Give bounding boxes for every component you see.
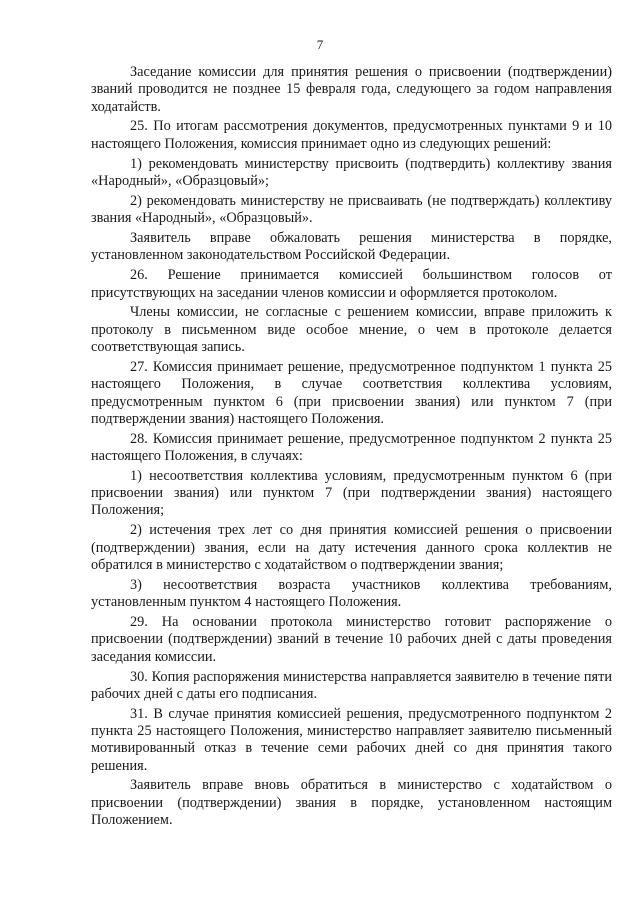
paragraph-25-item-1: 1) рекомендовать министерству присвоить (подтвердить) коллективу звания «Народный», «Образцовый»; bbox=[91, 155, 612, 189]
paragraph-28: 28. Комиссия принимает решение, предусмотренное подпунктом 2 пункта 25 настоящего Положения, в случаях: bbox=[91, 430, 612, 464]
paragraph-dissent: Члены комиссии, не согласные с решением комиссии, вправе приложить к протоколу в письменном виде особое мнение, о чем в протоколе делается соответствующая запись. bbox=[91, 304, 612, 356]
paragraph-25: 25. По итогам рассмотрения документов, предусмотренных пунктами 9 и 10 настоящего Положения, комиссия принимает одно из следующих решений: bbox=[91, 118, 612, 152]
paragraph-28-item-2: 2) истечения трех лет со дня принятия комиссией решения о присвоении (подтверждении) звания, если на дату истечения данного срока коллектив не обратился в министерство с ходатайством о подтверждении звания; bbox=[91, 522, 612, 573]
paragraph-meeting-deadline: Заседание комиссии для принятия решения о присвоении (подтверждении) званий проводится не позднее 15 февраля года, следующего за годом направления ходатайств. bbox=[91, 64, 612, 115]
paragraph-25-item-2: 2) рекомендовать министерству не присваивать (не подтверждать) коллективу звания «Народный», «Образцовый». bbox=[91, 192, 612, 227]
paragraph-27: 27. Комиссия принимает решение, предусмотренное подпунктом 1 пункта 25 настоящего Положения, в случае соответствия коллектива условиям, предусмотренным пунктом 6 (при присвоении звания) или пунктом 7 (при подтверждении звания) настоящего Положения. bbox=[91, 358, 612, 427]
document-body bbox=[91, 64, 612, 832]
paragraph-28-item-1: 1) несоответствия коллектива условиям, предусмотренным пунктом 6 (при присвоении звания) или пунктом 7 (при подтверждении звания) настоящего Положения; bbox=[91, 467, 612, 519]
paragraph-reapply: Заявитель вправе вновь обратиться в министерство с ходатайством о присвоении (подтверждении) звания в порядке, установленном настоящим Положением. bbox=[91, 777, 612, 829]
paragraph-29: 29. На основании протокола министерство готовит распоряжение о присвоении (подтверждении) званий в течение 10 рабочих дней с даты проведения заседания комиссии. bbox=[91, 614, 612, 665]
paragraph-26: 26. Решение принимается комиссией большинством голосов от присутствующих на заседании членов комиссии и оформляется протоколом. bbox=[91, 267, 612, 301]
paragraph-28-item-3: 3) несоответствия возраста участников коллектива требованиям, установленным пунктом 4 настоящего Положения. bbox=[91, 576, 612, 611]
page-number: 7 bbox=[316, 37, 324, 52]
paragraph-appeal: Заявитель вправе обжаловать решения министерства в порядке, установленном законодательством Российской Федерации. bbox=[91, 230, 612, 264]
paragraph-30: 30. Копия распоряжения министерства направляется заявителю в течение пяти рабочих дней с даты его подписания. bbox=[91, 668, 612, 702]
paragraph-31: 31. В случае принятия комиссией решения, предусмотренного подпунктом 2 пункта 25 настоящего Положения, министерство направляет заявителю письменный мотивированный отказ в течение семи рабочих дней со дня принятия такого решения. bbox=[91, 705, 612, 774]
